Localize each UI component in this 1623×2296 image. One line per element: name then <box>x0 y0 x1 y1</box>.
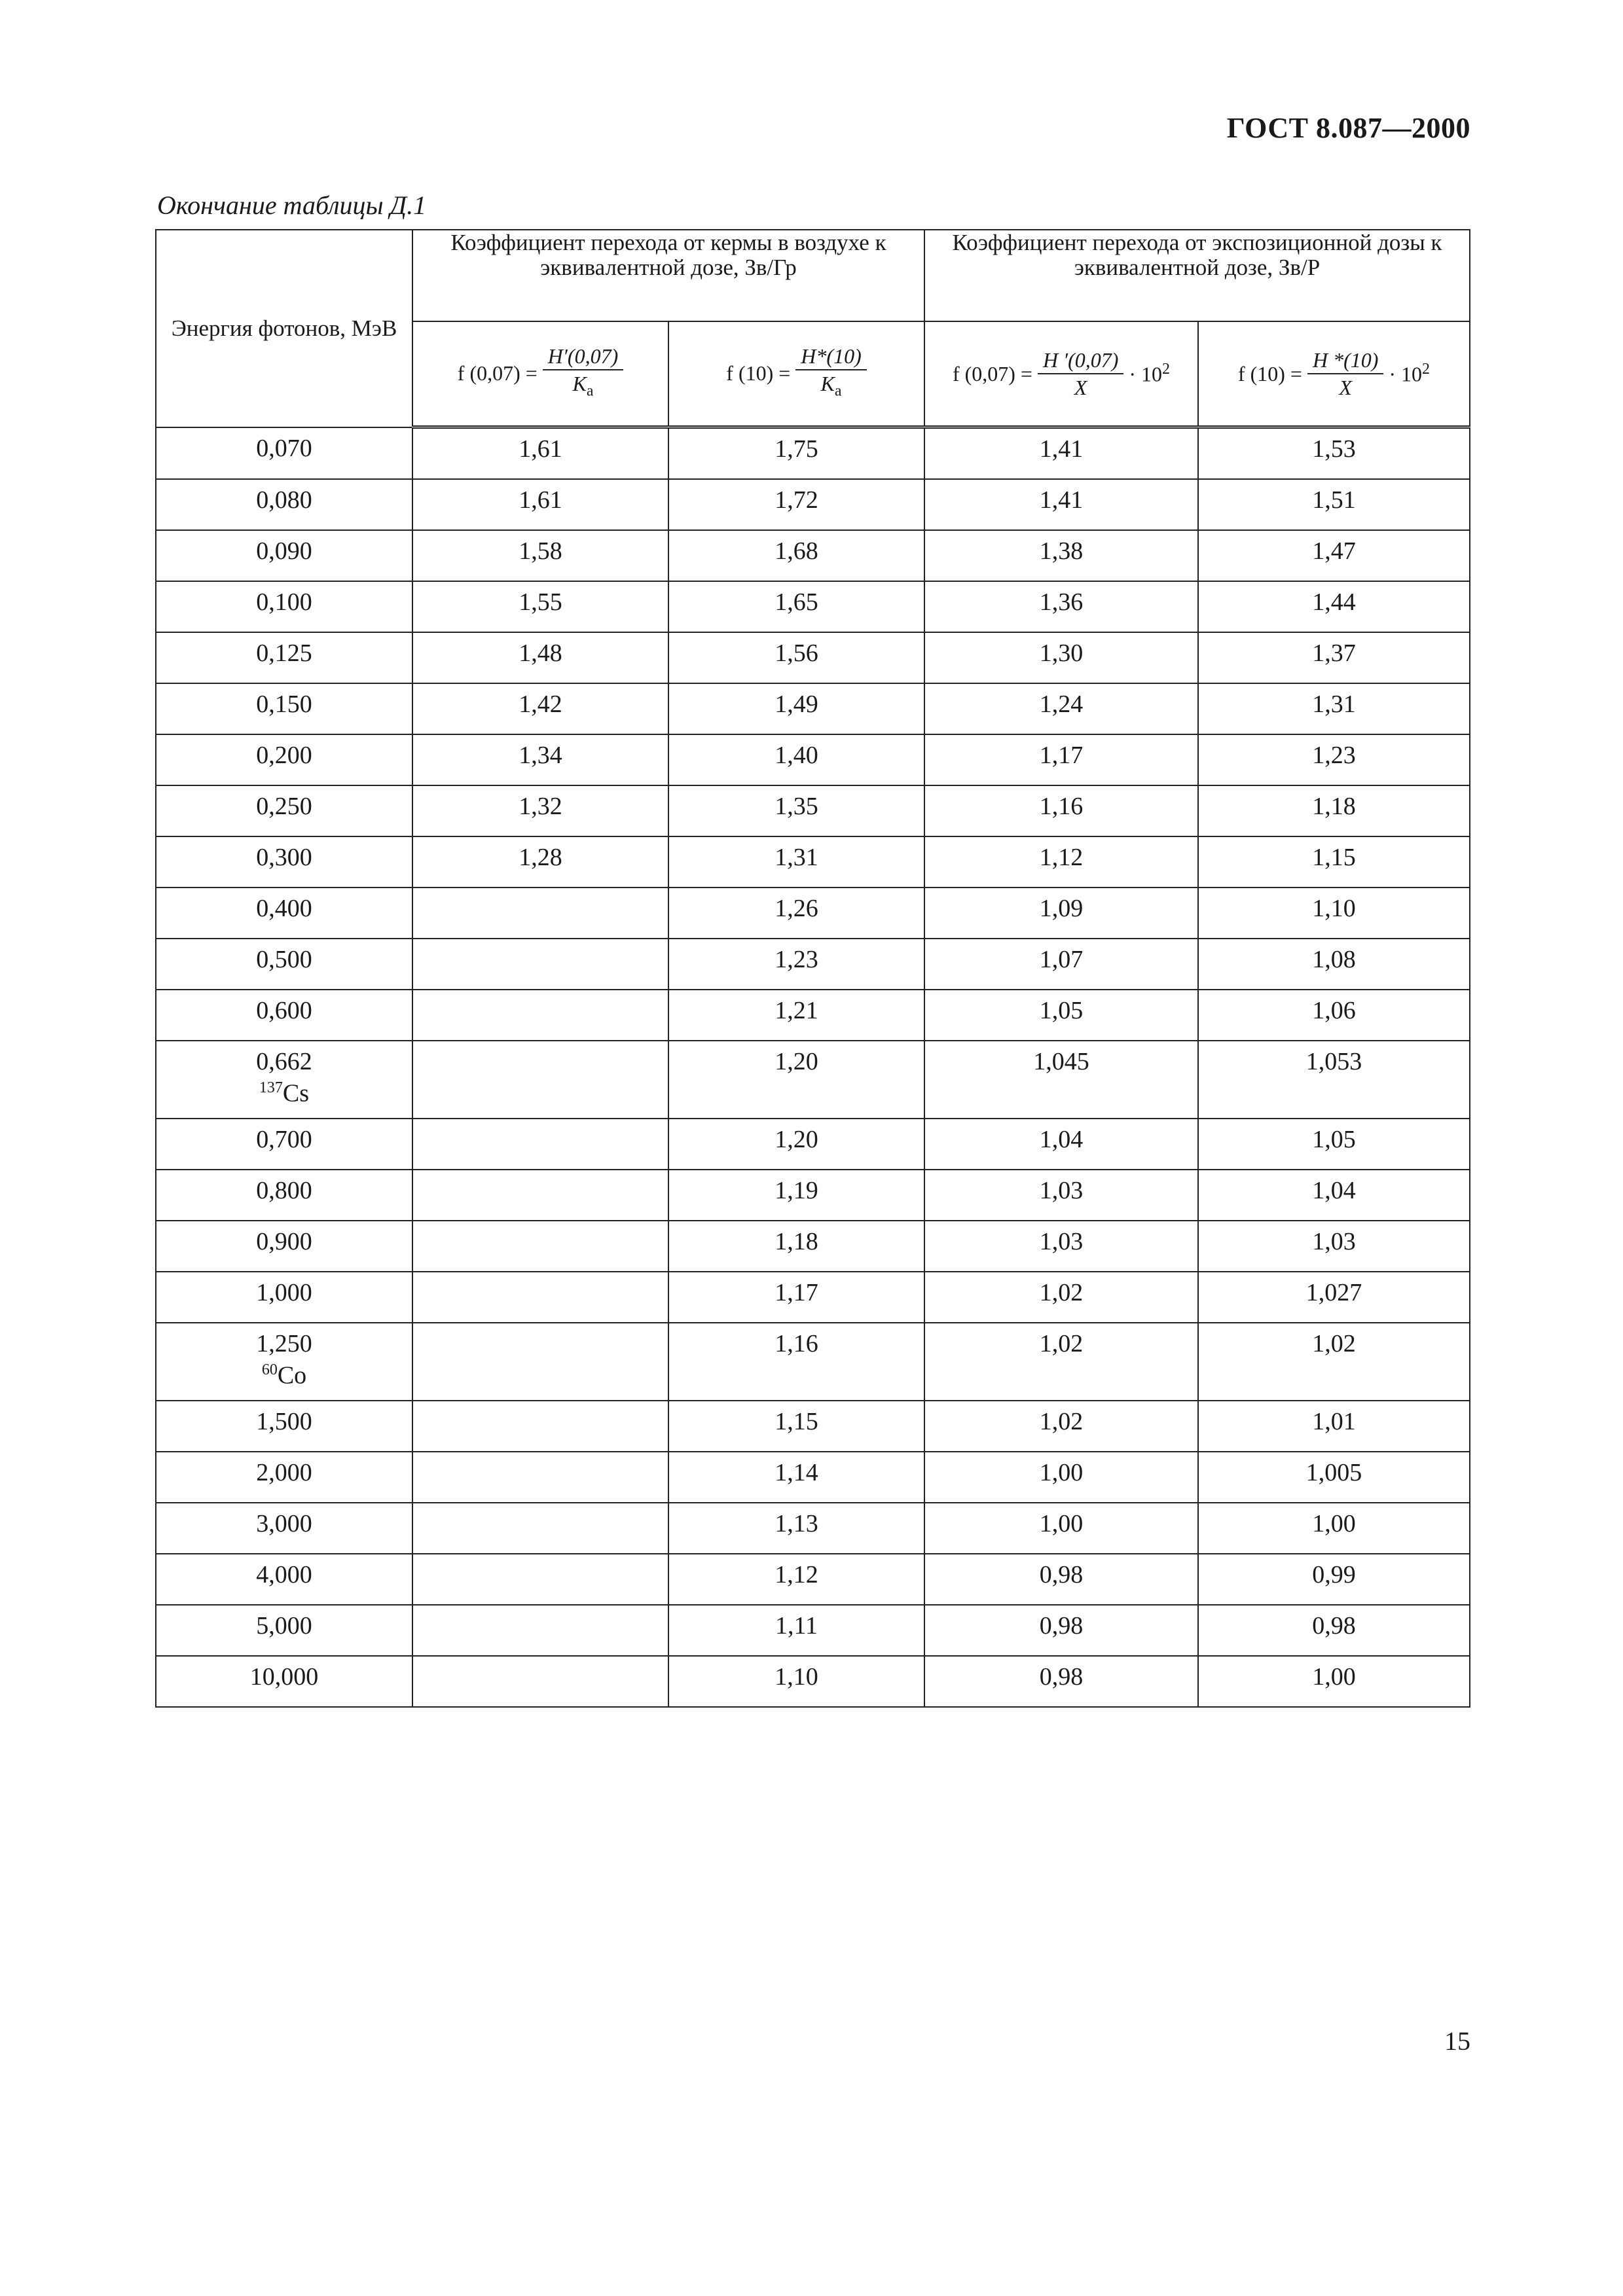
energy-value: 4,000 <box>256 1561 312 1588</box>
table-row <box>156 990 1470 1041</box>
energy-value: 2,000 <box>256 1459 312 1486</box>
nuclide-label <box>156 1075 412 1106</box>
energy-value: 0,900 <box>256 1228 312 1255</box>
coefficient-cell-d: 1,18 <box>1198 785 1470 836</box>
energy-value: 0,400 <box>256 895 312 922</box>
coefficient-cell-a <box>412 1605 668 1656</box>
table-row <box>156 1272 1470 1323</box>
table-row <box>156 479 1470 530</box>
energy-value: 0,080 <box>256 486 312 514</box>
energy-column-header: Энергия фотонов, МэВ <box>156 230 412 427</box>
nuclide-symbol: Cs <box>282 1079 310 1107</box>
formula-a-numerator: H′(0,07) <box>543 344 623 370</box>
coefficient-cell-d: 1,02 <box>1198 1323 1470 1401</box>
table-row <box>156 1221 1470 1272</box>
coefficient-cell-c: 0,98 <box>924 1554 1198 1605</box>
formula-a-lhs: f (0,07) = <box>457 361 538 386</box>
energy-cell <box>156 1554 412 1605</box>
coefficient-cell-b: 1,19 <box>668 1170 924 1221</box>
coefficient-cell-a <box>412 1119 668 1170</box>
energy-value: 0,800 <box>256 1177 312 1204</box>
energy-value: 0,100 <box>256 588 312 616</box>
energy-cell <box>156 1503 412 1554</box>
table-row <box>156 1605 1470 1656</box>
coefficient-cell-b: 1,18 <box>668 1221 924 1272</box>
energy-cell <box>156 1272 412 1323</box>
conversion-coefficients-table <box>155 229 1470 1708</box>
coefficient-cell-a: 1,32 <box>412 785 668 836</box>
formula-c-numerator: H ′(0,07) <box>1038 348 1123 374</box>
energy-value: 0,662 <box>256 1048 312 1075</box>
coefficient-cell-b: 1,13 <box>668 1503 924 1554</box>
formula-d-lhs: f (10) = <box>1237 361 1302 386</box>
nuclide-mass-number: 60 <box>261 1361 278 1378</box>
coefficient-cell-b: 1,11 <box>668 1605 924 1656</box>
coefficient-cell-d: 0,99 <box>1198 1554 1470 1605</box>
coefficient-cell-d: 1,01 <box>1198 1401 1470 1452</box>
coefficient-cell-b: 1,20 <box>668 1119 924 1170</box>
table-row <box>156 427 1470 480</box>
table-caption: Окончание таблицы Д.1 <box>157 190 427 220</box>
coefficient-cell-c: 1,04 <box>924 1119 1198 1170</box>
coefficient-cell-a <box>412 1656 668 1707</box>
table-row <box>156 1503 1470 1554</box>
coefficient-cell-c: 1,41 <box>924 479 1198 530</box>
energy-cell <box>156 683 412 734</box>
formula-d-denominator: X <box>1339 376 1352 399</box>
coefficient-cell-c: 1,12 <box>924 836 1198 888</box>
coefficient-cell-a: 1,48 <box>412 632 668 683</box>
coefficient-cell-b: 1,20 <box>668 1041 924 1119</box>
formula-b-numerator: H*(10) <box>795 344 866 370</box>
energy-value: 3,000 <box>256 1510 312 1537</box>
formula-c-lhs: f (0,07) = <box>952 361 1032 386</box>
coefficient-cell-b: 1,72 <box>668 479 924 530</box>
table-row <box>156 683 1470 734</box>
energy-cell <box>156 632 412 683</box>
table-row <box>156 1401 1470 1452</box>
coefficient-cell-c: 1,17 <box>924 734 1198 785</box>
coefficient-cell-b: 1,40 <box>668 734 924 785</box>
coefficient-cell-a: 1,55 <box>412 581 668 632</box>
coefficient-cell-c: 1,00 <box>924 1503 1198 1554</box>
energy-value: 1,500 <box>256 1408 312 1435</box>
energy-value: 5,000 <box>256 1612 312 1640</box>
coefficient-cell-a: 1,61 <box>412 479 668 530</box>
formula-d-exponent: 2 <box>1422 361 1431 378</box>
energy-value: 10,000 <box>249 1663 319 1691</box>
energy-cell <box>156 479 412 530</box>
energy-value: 0,500 <box>256 946 312 973</box>
coefficient-cell-b: 1,23 <box>668 939 924 990</box>
coefficient-cell-c: 1,03 <box>924 1170 1198 1221</box>
coefficient-cell-c: 0,98 <box>924 1605 1198 1656</box>
coefficient-cell-d: 0,98 <box>1198 1605 1470 1656</box>
coefficient-cell-a <box>412 1170 668 1221</box>
nuclide-mass-number: 137 <box>259 1079 283 1096</box>
coefficient-cell-c: 1,24 <box>924 683 1198 734</box>
coefficient-cell-d: 1,005 <box>1198 1452 1470 1503</box>
page-number: 15 <box>1444 2026 1470 2056</box>
coefficient-cell-c: 1,03 <box>924 1221 1198 1272</box>
coefficient-cell-a <box>412 1554 668 1605</box>
energy-cell <box>156 1656 412 1707</box>
coefficient-cell-c: 1,16 <box>924 785 1198 836</box>
energy-value: 0,090 <box>256 537 312 565</box>
table-row <box>156 530 1470 581</box>
coefficient-cell-c: 0,98 <box>924 1656 1198 1707</box>
energy-value: 0,300 <box>256 844 312 871</box>
coefficient-cell-d: 1,00 <box>1198 1656 1470 1707</box>
table-row <box>156 734 1470 785</box>
energy-cell <box>156 1323 412 1401</box>
table-row <box>156 1041 1470 1119</box>
coefficient-cell-d: 1,08 <box>1198 939 1470 990</box>
nuclide-symbol: Co <box>277 1361 307 1390</box>
energy-cell <box>156 530 412 581</box>
energy-value: 1,250 <box>256 1330 312 1357</box>
coefficient-cell-a <box>412 1401 668 1452</box>
coefficient-cell-a <box>412 1452 668 1503</box>
energy-value: 0,200 <box>256 742 312 769</box>
energy-cell <box>156 1170 412 1221</box>
formula-header-b <box>668 321 924 427</box>
coefficient-cell-a <box>412 1323 668 1401</box>
coefficient-cell-c: 1,07 <box>924 939 1198 990</box>
coefficient-cell-a <box>412 990 668 1041</box>
coefficient-cell-a <box>412 1503 668 1554</box>
energy-cell <box>156 427 412 480</box>
coefficient-cell-d: 1,15 <box>1198 836 1470 888</box>
coefficient-cell-d: 1,04 <box>1198 1170 1470 1221</box>
coefficient-cell-d: 1,23 <box>1198 734 1470 785</box>
coefficient-cell-b: 1,14 <box>668 1452 924 1503</box>
formula-header-c <box>924 321 1198 427</box>
coefficient-cell-d: 1,44 <box>1198 581 1470 632</box>
coefficient-cell-d: 1,31 <box>1198 683 1470 734</box>
coefficient-cell-b: 1,56 <box>668 632 924 683</box>
formula-a-denominator-sub: а <box>586 382 594 400</box>
formula-b-denominator: K <box>820 372 835 396</box>
formula-a-denominator: K <box>572 372 587 396</box>
coefficient-cell-c: 1,30 <box>924 632 1198 683</box>
coefficient-cell-b: 1,75 <box>668 427 924 480</box>
coefficient-cell-b: 1,10 <box>668 1656 924 1707</box>
coefficient-cell-b: 1,16 <box>668 1323 924 1401</box>
table-row <box>156 1656 1470 1707</box>
coefficient-cell-a: 1,42 <box>412 683 668 734</box>
coefficient-cell-d: 1,027 <box>1198 1272 1470 1323</box>
energy-cell <box>156 990 412 1041</box>
coefficient-cell-d: 1,47 <box>1198 530 1470 581</box>
formula-header-d <box>1198 321 1470 427</box>
table-row <box>156 581 1470 632</box>
coefficient-cell-b: 1,68 <box>668 530 924 581</box>
table-row <box>156 785 1470 836</box>
energy-cell <box>156 1041 412 1119</box>
table-row <box>156 1452 1470 1503</box>
energy-cell <box>156 836 412 888</box>
exposure-group-header: Коэффициент перехода от экспозиционной дозы к эквивалентной дозе, Зв/Р <box>924 230 1470 321</box>
table-row <box>156 939 1470 990</box>
coefficient-cell-c: 1,09 <box>924 888 1198 939</box>
coefficient-cell-b: 1,26 <box>668 888 924 939</box>
energy-value: 0,150 <box>256 691 312 718</box>
formula-header-a <box>412 321 668 427</box>
coefficient-cell-d: 1,51 <box>1198 479 1470 530</box>
coefficient-cell-c: 1,02 <box>924 1323 1198 1401</box>
coefficient-cell-d: 1,53 <box>1198 427 1470 480</box>
formula-b-denominator-sub: а <box>834 382 842 400</box>
coefficient-cell-a: 1,34 <box>412 734 668 785</box>
coefficient-cell-a <box>412 1041 668 1119</box>
formula-c-denominator: X <box>1074 376 1087 399</box>
coefficient-cell-d: 1,03 <box>1198 1221 1470 1272</box>
table-row <box>156 1170 1470 1221</box>
coefficient-cell-c: 1,36 <box>924 581 1198 632</box>
document-header: ГОСТ 8.087—2000 <box>1226 112 1470 144</box>
energy-cell <box>156 1401 412 1452</box>
energy-value: 0,125 <box>256 639 312 667</box>
coefficient-cell-c: 1,02 <box>924 1272 1198 1323</box>
coefficient-cell-d: 1,37 <box>1198 632 1470 683</box>
energy-cell <box>156 785 412 836</box>
energy-value: 0,600 <box>256 997 312 1024</box>
energy-cell <box>156 1452 412 1503</box>
coefficient-cell-a <box>412 1221 668 1272</box>
coefficient-cell-a <box>412 1272 668 1323</box>
coefficient-cell-b: 1,49 <box>668 683 924 734</box>
formula-d-numerator: H *(10) <box>1307 348 1383 374</box>
formula-b-lhs: f (10) = <box>726 361 791 386</box>
coefficient-cell-d: 1,00 <box>1198 1503 1470 1554</box>
coefficient-cell-c: 1,02 <box>924 1401 1198 1452</box>
coefficient-cell-a <box>412 939 668 990</box>
energy-value: 0,700 <box>256 1126 312 1153</box>
energy-value: 0,070 <box>256 434 312 462</box>
coefficient-cell-b: 1,15 <box>668 1401 924 1452</box>
energy-cell <box>156 1221 412 1272</box>
formula-d-multiplier: · 10 <box>1389 362 1423 386</box>
coefficient-cell-b: 1,35 <box>668 785 924 836</box>
coefficient-cell-d: 1,05 <box>1198 1119 1470 1170</box>
nuclide-label <box>156 1357 412 1388</box>
energy-cell <box>156 1605 412 1656</box>
table-row <box>156 632 1470 683</box>
coefficient-cell-c: 1,00 <box>924 1452 1198 1503</box>
coefficient-cell-b: 1,21 <box>668 990 924 1041</box>
coefficient-cell-a: 1,58 <box>412 530 668 581</box>
table-row <box>156 888 1470 939</box>
coefficient-cell-a: 1,61 <box>412 427 668 480</box>
energy-cell <box>156 1119 412 1170</box>
table-body <box>156 427 1470 1708</box>
energy-cell <box>156 888 412 939</box>
coefficient-cell-d: 1,10 <box>1198 888 1470 939</box>
coefficient-cell-c: 1,38 <box>924 530 1198 581</box>
energy-cell <box>156 939 412 990</box>
formula-c-exponent: 2 <box>1162 361 1171 378</box>
coefficient-cell-a <box>412 888 668 939</box>
energy-value: 1,000 <box>256 1279 312 1306</box>
coefficient-cell-d: 1,06 <box>1198 990 1470 1041</box>
energy-cell <box>156 581 412 632</box>
formula-c-multiplier: · 10 <box>1129 362 1163 386</box>
table-row <box>156 1323 1470 1401</box>
coefficient-cell-b: 1,65 <box>668 581 924 632</box>
table-row <box>156 836 1470 888</box>
table-row <box>156 1119 1470 1170</box>
coefficient-cell-a: 1,28 <box>412 836 668 888</box>
energy-value: 0,250 <box>256 793 312 820</box>
kerma-group-header: Коэффициент перехода от кермы в воздухе к эквивалентной дозе, Зв/Гр <box>412 230 924 321</box>
coefficient-cell-d: 1,053 <box>1198 1041 1470 1119</box>
coefficient-cell-c: 1,05 <box>924 990 1198 1041</box>
energy-cell <box>156 734 412 785</box>
coefficient-cell-b: 1,17 <box>668 1272 924 1323</box>
coefficient-cell-b: 1,31 <box>668 836 924 888</box>
table-row <box>156 1554 1470 1605</box>
coefficient-cell-c: 1,41 <box>924 427 1198 480</box>
coefficient-cell-b: 1,12 <box>668 1554 924 1605</box>
coefficient-cell-c: 1,045 <box>924 1041 1198 1119</box>
